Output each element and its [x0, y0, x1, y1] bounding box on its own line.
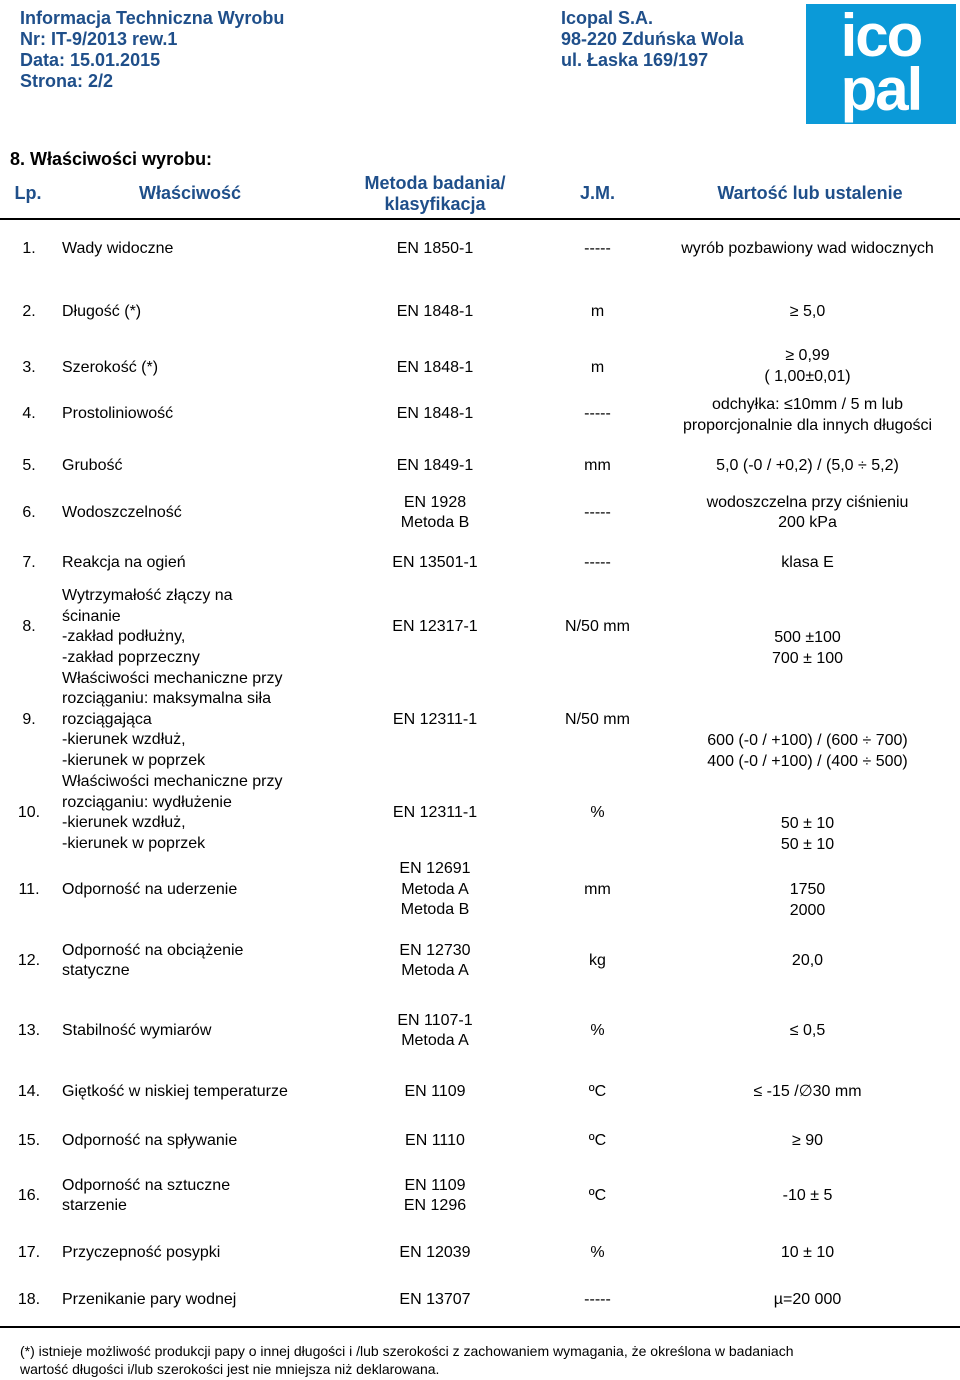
row-method — [330, 456, 540, 477]
row-value-line: proporcjonalnie dla innych długości — [682, 416, 933, 434]
row-unit — [550, 1186, 645, 1207]
row-lp-line: 3. — [22, 358, 36, 376]
row-unit-line: % — [590, 803, 605, 821]
row-lp-line: 15. — [17, 1131, 41, 1149]
row-method — [330, 404, 540, 425]
row-value — [650, 395, 960, 436]
row-method-line: EN 12730 — [399, 941, 471, 959]
row-property-line: Grubość — [62, 456, 123, 474]
row-property-line: Właściwości mechaniczne przy — [62, 669, 283, 687]
row-unit — [550, 951, 645, 972]
row-method-line: EN 1296 — [403, 1197, 467, 1214]
row-value-line: odchyłka: ≤10mm / 5 m lub — [711, 396, 904, 413]
row-method — [330, 493, 540, 534]
row-unit-line: ºC — [588, 1082, 607, 1100]
row-unit — [550, 1131, 645, 1152]
row-property-line: -zakład poprzeczny — [62, 648, 200, 666]
row-unit — [550, 803, 645, 824]
row-method-line: EN 1849-1 — [396, 456, 474, 474]
row-method — [330, 553, 540, 574]
footnote-line: (*) istnieje możliwość produkcji papy o innej długości i /lub szerokości z zachowaniem wymagania, że określona w badaniach — [20, 1343, 794, 1359]
row-value-line: 1750 — [789, 881, 826, 898]
row-method — [330, 1082, 540, 1103]
row-method — [330, 1176, 540, 1217]
row-property-line: -kierunek w poprzek — [62, 834, 206, 852]
row-property-line: Wady widoczne — [62, 239, 174, 257]
row-value-line: 200 kPa — [778, 514, 837, 531]
row-lp-line: 16. — [17, 1186, 41, 1204]
company-name: Icopal S.A. — [561, 8, 654, 28]
row-value-line: 400 (-0 / +100) / (400 ÷ 500) — [707, 752, 908, 770]
row-property-line: Przyczepność posypki — [62, 1243, 221, 1261]
row-property — [62, 553, 362, 574]
row-lp-line: 2. — [22, 302, 36, 320]
column-header-unit: J.M. — [579, 183, 615, 203]
row-unit-line: N/50 mm — [565, 711, 630, 728]
row-value — [650, 346, 960, 387]
row-lp-line: 10. — [17, 803, 41, 821]
row-lp-line: 4. — [22, 404, 36, 422]
row-value-line: 50 ± 10 — [780, 835, 835, 853]
row-lp-line: 12. — [17, 951, 41, 969]
row-lp — [0, 404, 58, 425]
row-property-line: Prostoliniowość — [62, 404, 174, 422]
row-lp-line: 13. — [17, 1021, 41, 1039]
row-property-line: Właściwości mechaniczne przy — [62, 773, 283, 790]
row-value — [650, 456, 960, 477]
row-property-line: Długość (*) — [62, 302, 142, 320]
row-lp — [0, 503, 58, 524]
row-property-line: Odporność na spływanie — [62, 1131, 238, 1149]
row-unit — [550, 404, 645, 425]
column-header-value: Wartość lub ustalenie — [717, 183, 903, 203]
row-method — [330, 941, 540, 982]
column-header-method-line: klasyfikacja — [384, 194, 486, 214]
row-lp-line: 7. — [22, 553, 36, 571]
row-property — [62, 1290, 362, 1311]
row-property-line: Giętkość w niskiej temperaturze — [62, 1082, 288, 1100]
row-lp-line: 8. — [22, 617, 36, 635]
row-value-line: 500 ±100 — [774, 629, 841, 646]
row-unit — [550, 880, 645, 901]
row-value-line: ≥ 5,0 — [789, 302, 826, 320]
row-property — [62, 941, 362, 982]
row-method-line: Metoda B — [400, 901, 470, 919]
row-unit-line: m — [590, 358, 605, 376]
row-value-line: ≤ 0,5 — [789, 1021, 826, 1039]
row-property — [62, 302, 362, 323]
row-unit — [550, 1021, 645, 1042]
row-method-line: EN 1109 — [404, 1082, 466, 1100]
row-value — [650, 628, 960, 669]
row-lp — [0, 1021, 58, 1042]
row-method-line: Metoda A — [401, 1032, 469, 1049]
row-value-line: 10 ± 10 — [780, 1243, 835, 1261]
row-value-line: 20,0 — [791, 951, 824, 969]
row-method-line: EN 1848-1 — [396, 302, 474, 320]
row-value-line: 50 ± 10 — [780, 815, 835, 832]
row-lp — [0, 1131, 58, 1152]
row-property — [62, 669, 362, 772]
row-unit — [550, 239, 645, 260]
row-unit — [550, 553, 645, 574]
row-unit — [550, 503, 645, 524]
row-method-line: EN 1110 — [405, 1131, 465, 1149]
row-unit-line: ºC — [588, 1186, 607, 1204]
row-property-line: Wytrzymałość złączy na — [62, 587, 233, 604]
row-property-line: Wodoszczelność — [62, 503, 182, 521]
row-lp — [0, 710, 58, 731]
row-value — [650, 880, 960, 921]
row-method-line: EN 12311-1 — [392, 803, 478, 821]
row-property-line: -kierunek wzdłuż, — [62, 814, 186, 831]
row-property-line: Odporność na obciążenie — [62, 941, 244, 959]
row-method-line: EN 1848-1 — [396, 358, 474, 376]
row-lp — [0, 1186, 58, 1207]
document-title: Informacja Techniczna Wyrobu — [20, 8, 285, 28]
row-method — [330, 803, 540, 824]
row-value — [650, 553, 960, 574]
row-property — [62, 404, 362, 425]
row-unit-line: ----- — [584, 553, 611, 571]
row-property-line: rozciąganiu: wydłużenie — [62, 793, 232, 811]
row-unit-line: ----- — [584, 404, 611, 422]
row-lp-line: 18. — [17, 1290, 41, 1308]
row-method — [330, 239, 540, 260]
section-title: 8. Właściwości wyrobu: — [10, 149, 213, 169]
row-property-line: starzenie — [62, 1197, 127, 1214]
row-property-line: ścinanie — [62, 607, 121, 625]
row-value-line: ( 1,00±0,01) — [764, 367, 851, 385]
row-value-line: wodoszczelna przy ciśnieniu — [706, 493, 909, 511]
row-value — [650, 1243, 960, 1264]
row-unit-line: ----- — [584, 503, 611, 521]
row-property-line: statyczne — [62, 962, 130, 979]
row-lp — [0, 880, 58, 901]
row-unit — [550, 358, 645, 379]
row-lp — [0, 239, 58, 260]
row-lp — [0, 553, 58, 574]
row-property — [62, 1176, 362, 1217]
row-unit-line: m — [590, 302, 605, 320]
row-property-line: rozciągająca — [62, 710, 152, 728]
row-value-line: wyrób pozbawiony wad widocznych — [681, 239, 934, 257]
row-method-line: Metoda A — [401, 962, 469, 979]
row-method — [330, 617, 540, 638]
row-method — [330, 859, 540, 921]
row-lp — [0, 617, 58, 638]
row-property — [62, 1021, 362, 1042]
row-unit — [550, 302, 645, 323]
row-unit-line: mm — [584, 456, 611, 474]
row-unit — [550, 710, 645, 731]
header-right — [561, 8, 744, 71]
company-city: 98-220 Zduńska Wola — [561, 29, 744, 49]
row-method-line: Metoda B — [400, 514, 470, 531]
row-unit-line: mm — [584, 880, 611, 898]
icopal-logo — [806, 4, 956, 124]
row-method-line: EN 12311-1 — [392, 711, 478, 728]
row-unit-line: % — [590, 1021, 605, 1039]
row-value — [650, 239, 960, 260]
row-property-line: -kierunek wzdłuż, — [62, 731, 186, 749]
row-method — [330, 358, 540, 379]
page-number: Strona: 2/2 — [20, 71, 114, 91]
row-value-line: -10 ± 5 — [782, 1186, 833, 1204]
row-value-line: 700 ± 100 — [771, 649, 844, 667]
row-lp-line: 17. — [17, 1243, 41, 1261]
column-header-method-line: Metoda badania/ — [364, 173, 506, 193]
row-value — [650, 731, 960, 772]
row-unit-line: ----- — [584, 1290, 611, 1308]
row-property-line: Reakcja na ogień — [62, 553, 186, 571]
row-unit — [550, 456, 645, 477]
row-value-line: ≤ -15 /∅30 mm — [753, 1082, 862, 1100]
row-value — [650, 493, 960, 534]
row-lp — [0, 1290, 58, 1311]
row-method-line: EN 1928 — [403, 493, 467, 511]
row-method-line: EN 12039 — [399, 1243, 471, 1261]
row-value-line: 2000 — [789, 901, 826, 919]
row-value — [650, 1021, 960, 1042]
row-unit-line: ºC — [588, 1131, 607, 1149]
row-property-line: Odporność na sztuczne — [62, 1176, 231, 1194]
row-value — [650, 302, 960, 323]
row-value — [650, 1290, 960, 1311]
row-property-line: rozciąganiu: maksymalna siła — [62, 690, 271, 708]
row-value — [650, 1131, 960, 1152]
header-left — [20, 8, 284, 92]
row-property — [62, 1131, 362, 1152]
column-header-property: Właściwość — [138, 183, 242, 203]
row-lp-line: 1. — [22, 239, 36, 257]
row-unit — [550, 1243, 645, 1264]
row-property-line: Szerokość (*) — [62, 358, 159, 376]
row-value — [650, 1186, 960, 1207]
row-value — [650, 951, 960, 972]
logo-line-2: pal — [840, 56, 922, 123]
row-property-line: -kierunek w poprzek — [62, 751, 206, 769]
row-unit — [550, 617, 645, 638]
row-property — [62, 880, 362, 901]
row-property — [62, 586, 362, 668]
row-value — [650, 814, 960, 855]
row-method-line: EN 13501-1 — [392, 553, 478, 571]
row-method-line: EN 1107-1 — [397, 1011, 473, 1029]
row-method-line: EN 1850-1 — [396, 239, 474, 257]
row-value-line: ≥ 0,99 — [785, 347, 830, 364]
row-value-line: 5,0 (-0 / +0,2) / (5,0 ÷ 5,2) — [716, 456, 899, 474]
row-lp — [0, 358, 58, 379]
row-property-line: Odporność na uderzenie — [62, 880, 238, 898]
row-method-line: Metoda A — [401, 880, 469, 898]
column-header-lp: Lp. — [14, 183, 42, 203]
row-property — [62, 456, 362, 477]
row-method — [330, 1290, 540, 1311]
row-method — [330, 302, 540, 323]
row-unit-line: ----- — [584, 239, 611, 257]
row-lp — [0, 803, 58, 824]
row-unit — [550, 1290, 645, 1311]
row-property — [62, 358, 362, 379]
row-property-line: -zakład podłużny, — [62, 628, 186, 645]
company-street: ul. Łaska 169/197 — [561, 50, 709, 70]
row-property-line: Stabilność wymiarów — [62, 1021, 212, 1039]
row-lp-line: 11. — [18, 880, 40, 898]
row-property — [62, 503, 362, 524]
row-method — [330, 1011, 540, 1052]
row-value-line: ≥ 90 — [791, 1131, 824, 1149]
row-method-line: EN 12691 — [399, 860, 471, 878]
row-method — [330, 710, 540, 731]
column-header-method — [330, 173, 540, 215]
document-number: Nr: IT-9/2013 rew.1 — [20, 29, 178, 49]
row-lp — [0, 1082, 58, 1103]
row-value-line: klasa E — [781, 553, 834, 571]
footnote — [20, 1342, 950, 1378]
row-method — [330, 1243, 540, 1264]
row-method-line: EN 1848-1 — [396, 404, 474, 422]
row-lp-line: 14. — [17, 1082, 41, 1100]
footnote-line: wartość długości i/lub szerokości jest nie mniejsza niż deklarowana. — [20, 1361, 440, 1377]
row-lp-line: 6. — [22, 503, 36, 521]
row-lp — [0, 456, 58, 477]
row-lp — [0, 302, 58, 323]
row-lp-line: 5. — [22, 456, 36, 474]
row-method-line: EN 1109 — [404, 1176, 466, 1194]
row-property — [62, 239, 362, 260]
document-date: Data: 15.01.2015 — [20, 50, 161, 70]
row-unit-line: % — [590, 1243, 605, 1261]
row-unit — [550, 1082, 645, 1103]
row-property — [62, 1243, 362, 1264]
row-lp — [0, 951, 58, 972]
row-method — [330, 1131, 540, 1152]
table-header-rule — [0, 218, 960, 220]
row-property-line: Przenikanie pary wodnej — [62, 1290, 237, 1308]
row-lp — [0, 1243, 58, 1264]
row-value-line: µ=20 000 — [773, 1290, 842, 1308]
row-value-line: 600 (-0 / +100) / (600 ÷ 700) — [707, 732, 908, 749]
row-lp-line: 9. — [22, 710, 36, 728]
row-unit-line: kg — [589, 951, 606, 969]
row-unit-line: N/50 mm — [565, 618, 630, 635]
logo-line-1: ico — [840, 2, 922, 69]
row-method-line: EN 12317-1 — [392, 618, 478, 635]
row-value — [650, 1082, 960, 1103]
table-bottom-rule — [0, 1326, 960, 1328]
row-property — [62, 772, 362, 854]
row-method-line: EN 13707 — [399, 1290, 471, 1308]
row-property — [62, 1082, 362, 1103]
